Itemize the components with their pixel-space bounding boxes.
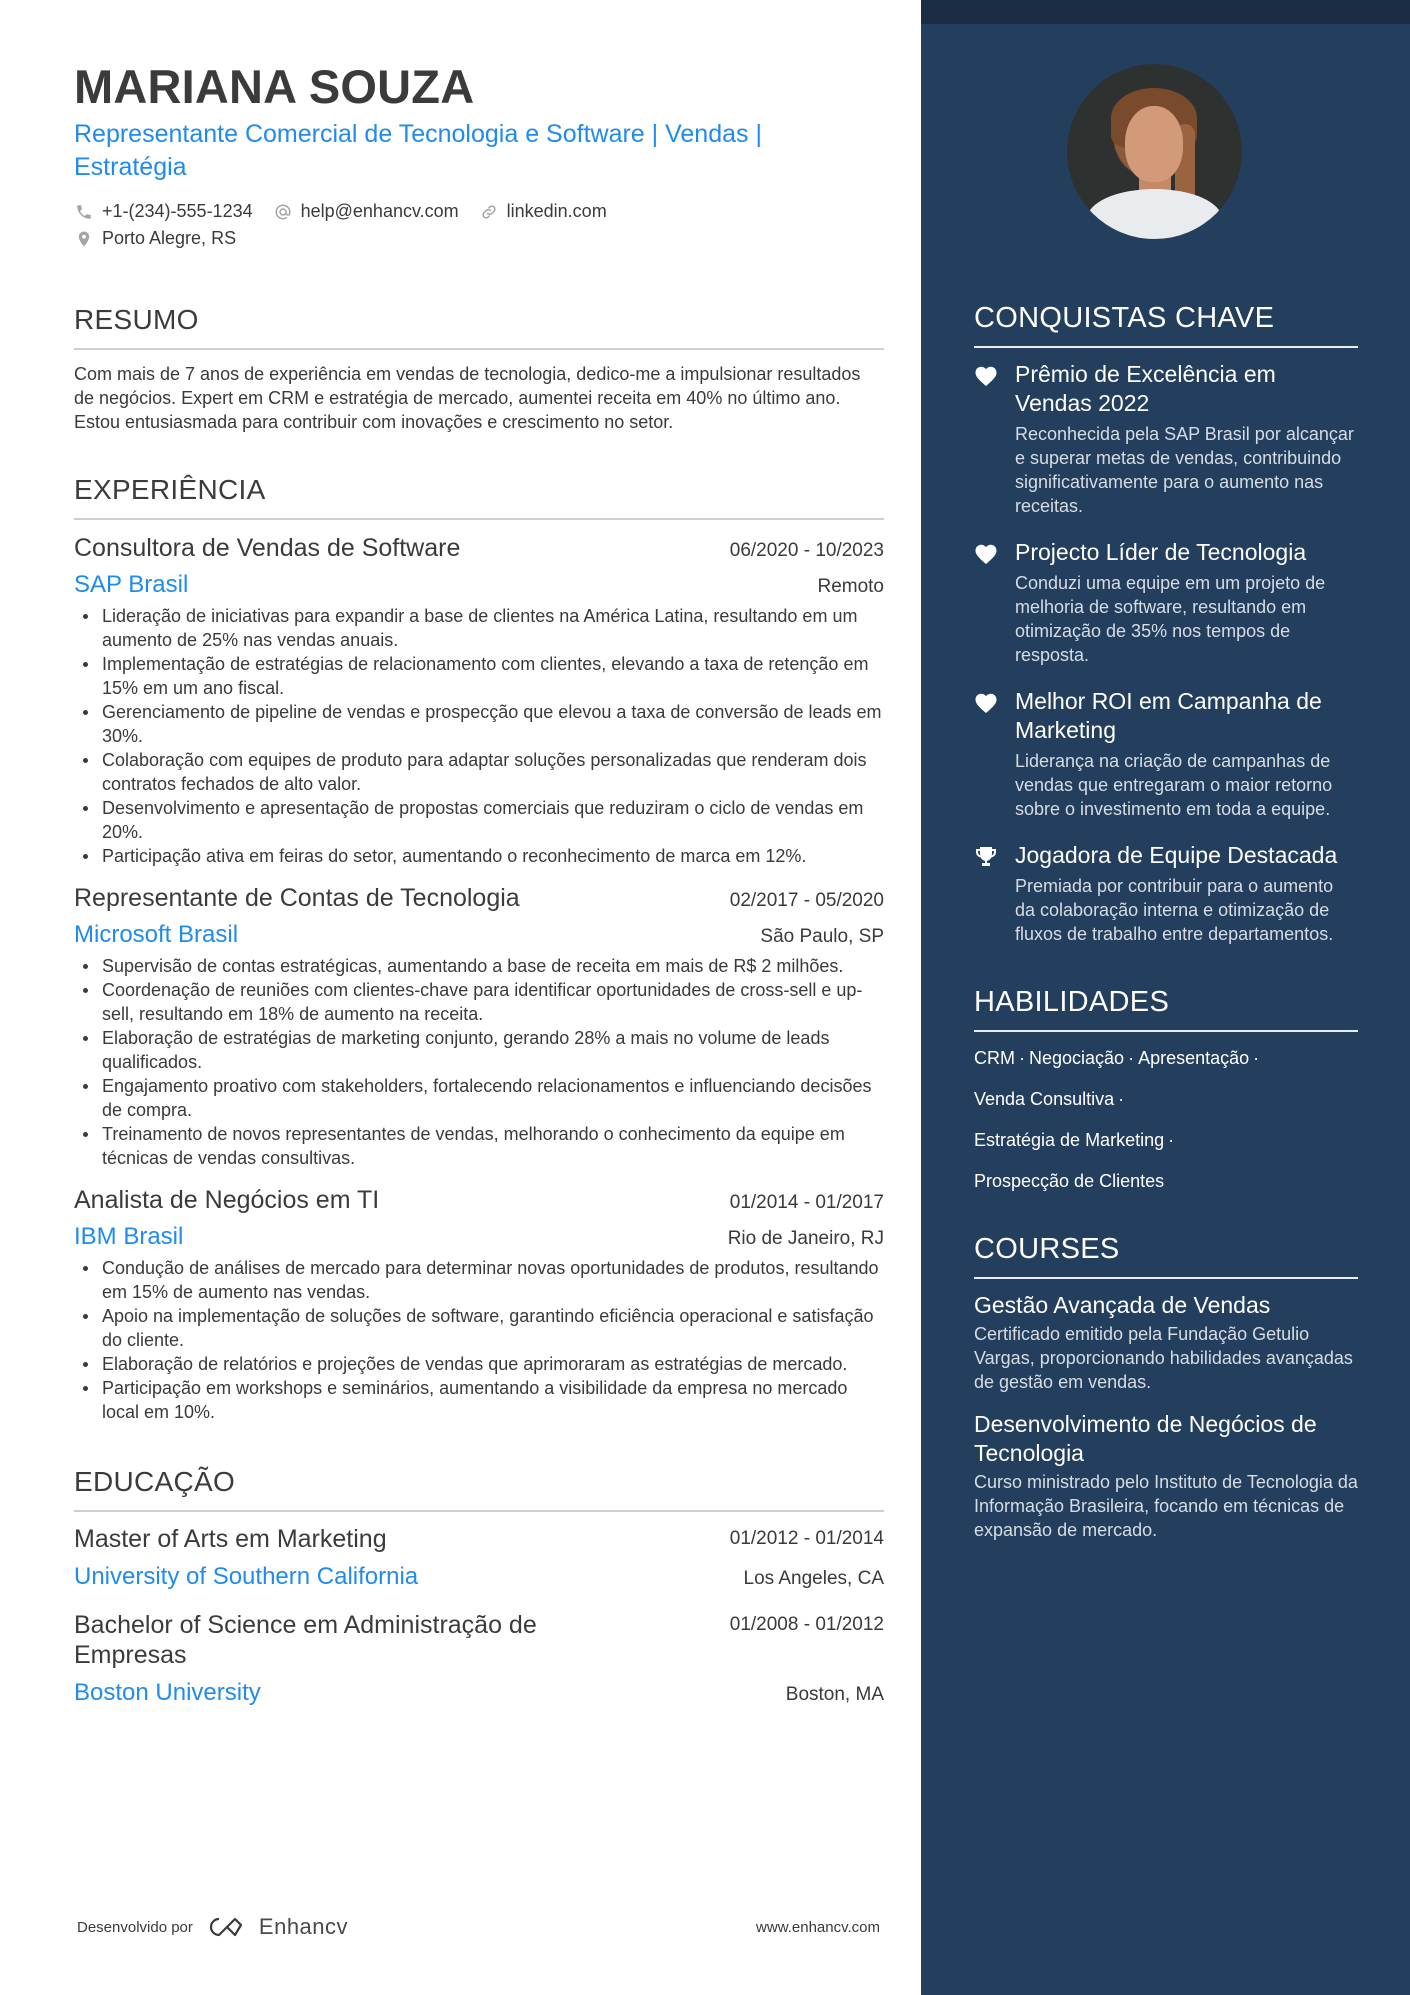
- section-divider: [974, 1277, 1358, 1279]
- at-icon: [273, 202, 293, 222]
- skill-tag: Apresentação: [1138, 1048, 1250, 1068]
- bullet-item: Supervisão de contas estratégicas, aumentando a base de receita em mais de R$ 2 milhões.: [74, 954, 884, 978]
- phone-icon: [74, 202, 94, 222]
- skill-tag: Prospecção de Clientes: [974, 1171, 1165, 1191]
- job-entry: [74, 882, 884, 1170]
- achievement-title: Prêmio de Excelência em Vendas 2022: [1015, 361, 1276, 416]
- bullet-item: Colaboração com equipes de produto para adaptar soluções personalizadas que renderam dois contratos fechados de alto valor.: [74, 748, 884, 796]
- courses-section: [974, 1231, 1358, 1542]
- bullet-item: Coordenação de reuniões com clientes-chave para identificar oportunidades de cross-sell e up-sell, resultando em 18% de aumento na receita.: [74, 978, 884, 1026]
- skill-tag: Estratégia de Marketing: [974, 1130, 1165, 1150]
- contact-link[interactable]: [479, 201, 607, 222]
- education-entry: [74, 1610, 884, 1708]
- achievement-description: Liderança na criação de campanhas de vendas que entregaram o maior retorno sobre o investimento em toda a equipe.: [1015, 751, 1333, 819]
- bullet-item: Condução de análises de mercado para determinar novas oportunidades de produtos, resultando em 15% de aumento nas vendas.: [74, 1256, 884, 1304]
- section-divider: [74, 1510, 884, 1512]
- section-divider: [974, 1030, 1358, 1032]
- section-heading-education: EDUCAÇÃO: [74, 1466, 236, 1497]
- achievement-item: [974, 687, 1358, 821]
- section-divider: [974, 346, 1358, 348]
- skill-tag: Venda Consultiva: [974, 1089, 1115, 1109]
- course-item: [974, 1410, 1358, 1542]
- education-dates: 01/2012 - 01/2014: [729, 1528, 884, 1549]
- achievement-title: Melhor ROI em Campanha de Marketing: [1015, 688, 1322, 743]
- course-title: Desenvolvimento de Negócios de Tecnologia: [974, 1411, 1317, 1466]
- section-heading-achievements: CONQUISTAS CHAVE: [974, 302, 1275, 334]
- section-heading-experience: EXPERIÊNCIA: [74, 474, 266, 505]
- job-title: Consultora de Vendas de Software: [74, 534, 461, 562]
- section-heading-courses: COURSES: [974, 1233, 1120, 1265]
- bullet-item: Implementação de estratégias de relacionamento com clientes, elevando a taxa de retenção em 15% em um ano fiscal.: [74, 652, 884, 700]
- bullet-item: Elaboração de relatórios e projeções de vendas que aprimoraram as estratégias de mercado.: [74, 1352, 884, 1376]
- skills-list: [974, 1042, 1358, 1197]
- course-item: [974, 1291, 1358, 1394]
- job-entry: [74, 532, 884, 868]
- achievement-description: Premiada por contribuir para o aumento da colaboração interna e otimização de fluxos de trabalho entre departamentos.: [1015, 876, 1334, 944]
- section-divider: [74, 348, 884, 350]
- summary-section: [74, 302, 884, 434]
- bullet-item: Engajamento proativo com stakeholders, fortalecendo relacionamentos e influenciando decisões de compra.: [74, 1074, 884, 1122]
- course-description: Certificado emitido pela Fundação Getulio Vargas, proporcionando habilidades avançadas de gestão em vendas.: [974, 1324, 1353, 1392]
- summary-text: Com mais de 7 anos de experiência em vendas de tecnologia, dedico-me a impulsionar resultados de negócios. Expert em CRM e estratégia de mercado, aumentei receita em 40% no último ano. Estou entusiasmada para contribuir com inovações e crescimento no setor.: [74, 364, 861, 432]
- section-heading-skills: HABILIDADES: [974, 986, 1170, 1018]
- job-dates: 02/2017 - 05/2020: [729, 890, 884, 911]
- job-bullets: [74, 604, 884, 868]
- achievement-description: Reconhecida pela SAP Brasil por alcançar e superar metas de vendas, contribuindo significativamente para o aumento nas receitas.: [1015, 424, 1354, 516]
- education-entry: [74, 1524, 884, 1592]
- skill-tag: Negociação: [1029, 1048, 1125, 1068]
- footer: [77, 1914, 880, 1940]
- job-dates: 01/2014 - 01/2017: [729, 1192, 884, 1213]
- degree: Bachelor of Science em Administração de Empresas: [74, 1611, 537, 1669]
- skills-section: [974, 984, 1358, 1197]
- location-text: Porto Alegre, RS: [102, 228, 237, 248]
- section-heading-summary: RESUMO: [74, 304, 199, 335]
- heart-icon: [974, 538, 1000, 667]
- section-divider: [74, 518, 884, 520]
- bullet-item: Elaboração de estratégias de marketing conjunto, gerando 28% a mais no volume de leads qualificados.: [74, 1026, 884, 1074]
- job-entry: [74, 1184, 884, 1424]
- education-section: [74, 1464, 884, 1708]
- sidebar-top-band: [921, 0, 1410, 24]
- bullet-item: Lideração de iniciativas para expandir a base de clientes na América Latina, resultando em um aumento de 25% nas vendas anuais.: [74, 604, 884, 652]
- candidate-title: Representante Comercial de Tecnologia e Software | Vendas | Estratégia: [74, 120, 762, 181]
- education-location: Los Angeles, CA: [743, 1568, 884, 1589]
- skills-row: [974, 1165, 1358, 1197]
- powered-by-label: Desenvolvido por: [77, 1918, 193, 1936]
- achievement-item: [974, 841, 1358, 946]
- school-name: Boston University: [74, 1679, 261, 1706]
- job-bullets: [74, 1256, 884, 1424]
- skills-row: Venda Consultiva ·: [974, 1089, 1125, 1109]
- bullet-item: Apoio na implementação de soluções de software, garantindo eficiência operacional e satisfação do cliente.: [74, 1304, 884, 1352]
- location-pin-icon: [74, 229, 94, 249]
- brand-name: Enhancv: [258, 1914, 349, 1939]
- skills-row: CRM · Negociação · Apresentação ·: [974, 1048, 1260, 1068]
- contact-email[interactable]: [273, 201, 459, 222]
- contact-location: [74, 228, 236, 249]
- trophy-icon: [974, 841, 1000, 946]
- bullet-item: Treinamento de novos representantes de vendas, melhorando o conhecimento da equipe em técnicas de vendas consultivas.: [74, 1122, 884, 1170]
- email-text: help@enhancv.com: [300, 201, 459, 221]
- heart-icon: [974, 360, 1000, 518]
- skill-tag: CRM: [974, 1048, 1015, 1068]
- job-location: Rio de Janeiro, RJ: [727, 1228, 884, 1249]
- bullet-item: Participação ativa em feiras do setor, aumentando o reconhecimento de marca em 12%.: [74, 844, 884, 868]
- contact-info: [74, 198, 884, 252]
- school-name: University of Southern California: [74, 1563, 419, 1590]
- heart-icon: [974, 687, 1000, 821]
- enhancv-logo[interactable]: [205, 1914, 348, 1940]
- bullet-item: Participação em workshops e seminários, aumentando a visibilidade da empresa no mercado local em 10%.: [74, 1376, 884, 1424]
- link-text: linkedin.com: [506, 201, 607, 221]
- job-title: Analista de Negócios em TI: [74, 1186, 380, 1214]
- experience-section: [74, 472, 884, 1424]
- job-dates: 06/2020 - 10/2023: [729, 540, 884, 561]
- achievements-section: [974, 300, 1358, 946]
- contact-phone[interactable]: [74, 201, 253, 222]
- education-dates: 01/2008 - 01/2012: [729, 1614, 884, 1635]
- achievement-title: Projecto Líder de Tecnologia: [1015, 539, 1307, 565]
- skills-row: Estratégia de Marketing ·: [974, 1130, 1175, 1150]
- bullet-item: Desenvolvimento e apresentação de propostas comerciais que reduziram o ciclo de vendas em 20%.: [74, 796, 884, 844]
- course-description: Curso ministrado pelo Instituto de Tecnologia da Informação Brasileira, focando em técnicas de expansão de mercado.: [974, 1472, 1358, 1540]
- course-title: Gestão Avançada de Vendas: [974, 1292, 1271, 1318]
- candidate-name: MARIANA SOUZA: [74, 60, 475, 113]
- achievement-title: Jogadora de Equipe Destacada: [1015, 842, 1338, 868]
- company-name: Microsoft Brasil: [74, 921, 239, 948]
- website-link[interactable]: www.enhancv.com: [756, 1918, 880, 1936]
- sidebar: [921, 0, 1410, 1995]
- company-name: IBM Brasil: [74, 1223, 184, 1250]
- achievement-item: [974, 538, 1358, 667]
- achievement-description: Conduzi uma equipe em um projeto de melhoria de software, resultando em otimização de 35% nos tempos de resposta.: [1015, 573, 1326, 665]
- avatar: [1067, 64, 1242, 239]
- link-icon: [479, 202, 499, 222]
- enhancv-logo-icon: [205, 1914, 251, 1940]
- phone-text: +1-(234)-555-1234: [102, 201, 253, 221]
- bullet-item: Gerenciamento de pipeline de vendas e prospecção que elevou a taxa de conversão de leads em 30%.: [74, 700, 884, 748]
- job-title: Representante de Contas de Tecnologia: [74, 884, 520, 912]
- job-bullets: [74, 954, 884, 1170]
- education-location: Boston, MA: [785, 1684, 884, 1705]
- job-location: Remoto: [817, 576, 884, 597]
- company-name: SAP Brasil: [74, 571, 189, 598]
- degree: Master of Arts em Marketing: [74, 1525, 387, 1553]
- achievement-item: [974, 360, 1358, 518]
- job-location: São Paulo, SP: [760, 926, 884, 947]
